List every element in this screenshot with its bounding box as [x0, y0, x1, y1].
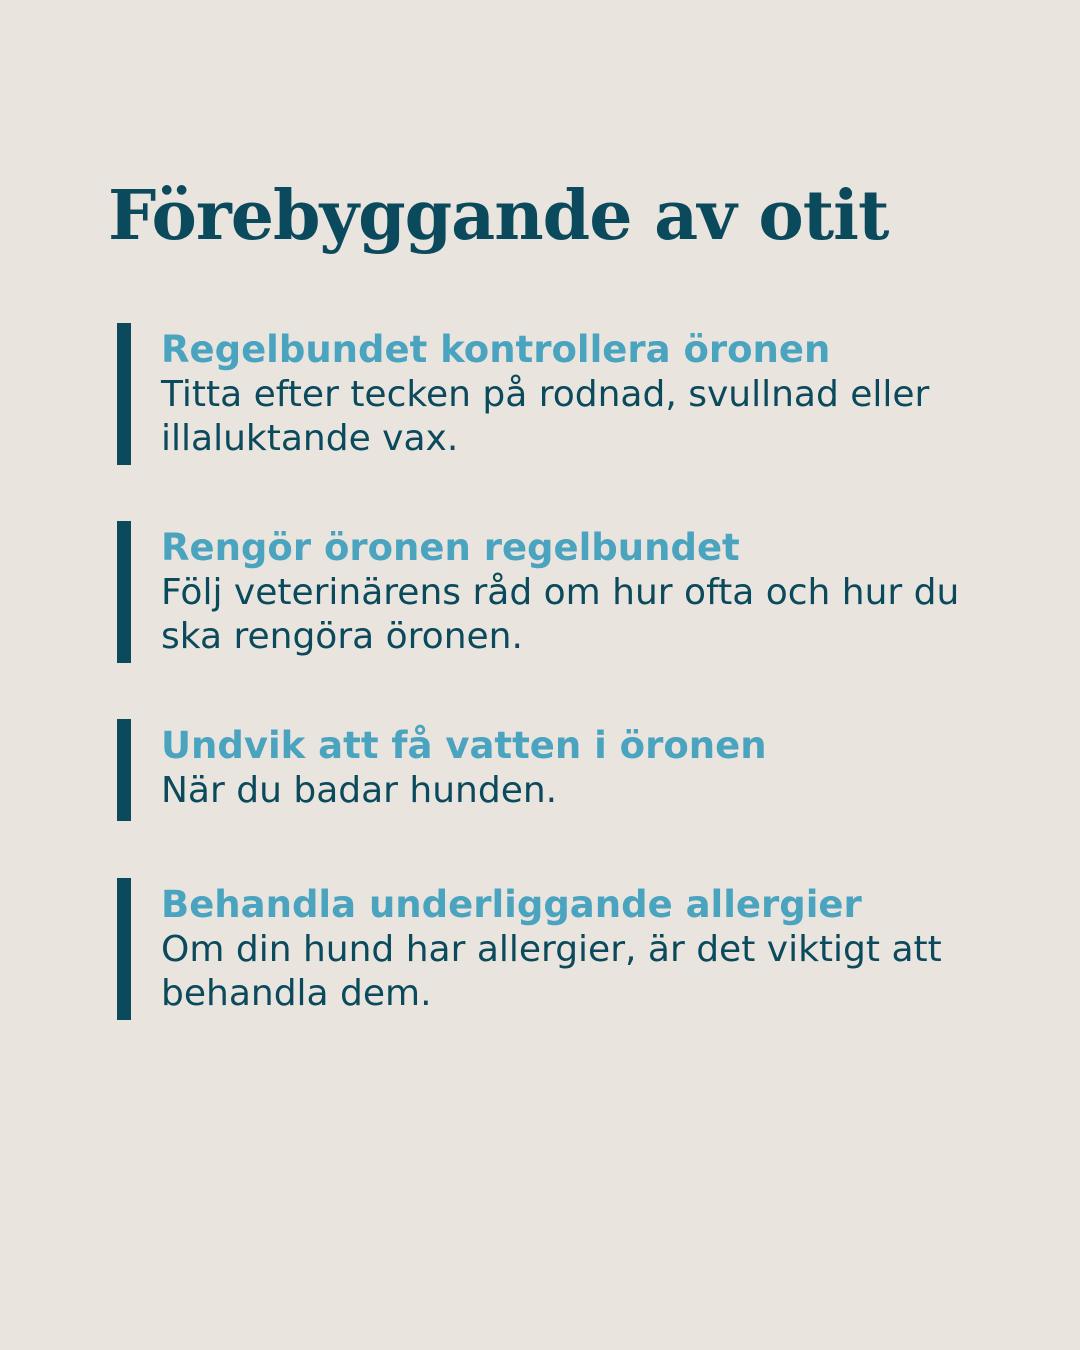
accent-bar	[117, 323, 131, 465]
tip-item	[117, 878, 997, 1020]
tip-item	[117, 719, 997, 821]
tip-item	[117, 323, 997, 465]
page-title: Förebyggande av otit	[108, 176, 889, 256]
accent-bar	[117, 521, 131, 663]
tip-heading: Behandla underliggande allergier	[161, 883, 862, 926]
tip-item	[117, 521, 997, 663]
accent-bar	[117, 719, 131, 821]
tip-heading: Regelbundet kontrollera öronen	[161, 328, 831, 371]
tip-text: När du badar hunden.	[161, 770, 558, 811]
tip-heading: Undvik att få vatten i öronen	[161, 724, 767, 767]
tip-text: Om din hund har allergier, är det viktigt att behandla dem.	[161, 929, 942, 1014]
tip-text: Följ veterinärens råd om hur ofta och hur du ska rengöra öronen.	[161, 572, 960, 657]
tip-text: Titta efter tecken på rodnad, svullnad eller illaluktande vax.	[161, 374, 930, 459]
accent-bar	[117, 878, 131, 1020]
tip-heading: Rengör öronen regelbundet	[161, 526, 740, 569]
